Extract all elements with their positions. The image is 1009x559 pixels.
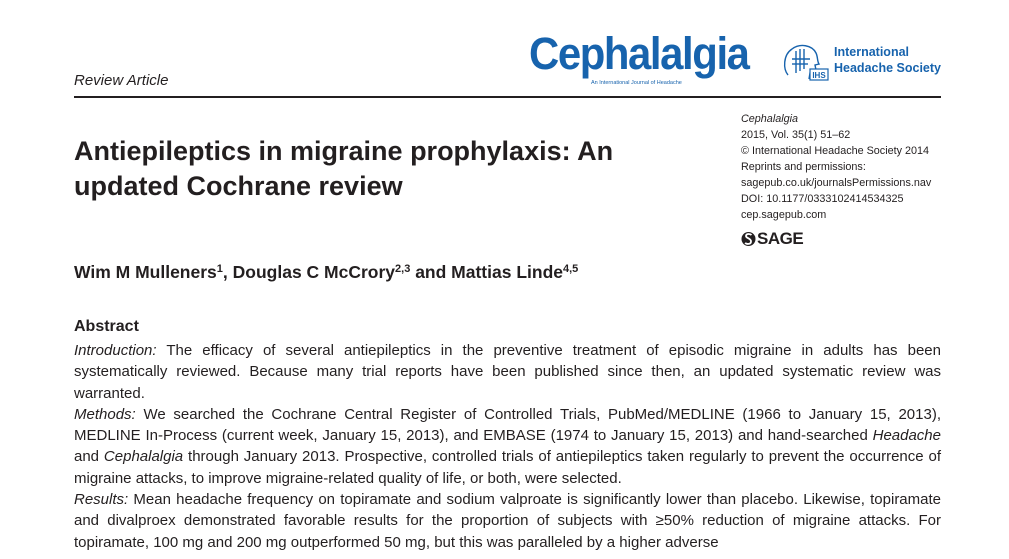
abstract-section-label: Methods: — [74, 405, 136, 423]
publisher-logo[interactable] — [741, 228, 821, 250]
article-title-line1: Antiepileptics in migraine prophylaxis: An — [74, 136, 614, 166]
meta-copyright: © International Headache Society 2014 — [741, 145, 930, 157]
ihs-head-emblem-icon — [780, 41, 830, 83]
society-logo[interactable] — [780, 41, 950, 85]
abstract-results — [74, 489, 941, 553]
article-title-line2: updated Cochrane review — [74, 171, 403, 201]
society-name — [834, 44, 941, 76]
author-affiliation: 4,5 — [563, 263, 579, 275]
meta-reprints-link[interactable]: sagepub.co.uk/journalsPermissions.nav — [741, 177, 932, 189]
author-separator: and — [410, 262, 452, 282]
abstract-introduction — [74, 340, 941, 404]
meta-journal: Cephalalgia — [741, 113, 799, 125]
journal-citation: Headache — [872, 427, 941, 445]
society-name-line1: International — [834, 45, 910, 59]
article-metadata — [741, 111, 931, 223]
author-name[interactable]: Douglas C McCrory — [232, 262, 396, 282]
abstract-section-text: and — [74, 448, 104, 466]
journal-name: Cephalalgia — [529, 28, 749, 79]
abstract-section-text: We searched the Cochrane Central Register of Controlled Trials, PubMed/MEDLINE (1966 to January 15, 2013), MEDLINE In-Process (current week, January 15, 2013), and EMBASE (1974 to January 15, 2013) and hand-searched — [74, 405, 941, 445]
abstract-section-label: Introduction: — [74, 342, 157, 359]
meta-site-link[interactable]: cep.sagepub.com — [741, 209, 827, 221]
meta-doi[interactable]: DOI: 10.1177/0333102414534325 — [741, 193, 904, 205]
author-name[interactable]: Mattias Linde — [451, 262, 563, 282]
svg-text:IHS: IHS — [812, 71, 826, 80]
abstract-body — [74, 340, 941, 553]
abstract-heading: Abstract — [74, 318, 139, 335]
journal-logo[interactable] — [529, 28, 761, 88]
journal-citation: Cephalalgia — [103, 448, 184, 466]
meta-reprints-label: Reprints and permissions: — [741, 161, 866, 173]
article-title — [74, 134, 724, 204]
meta-volume: 2015, Vol. 35(1) 51–62 — [741, 129, 851, 141]
author-separator: , — [222, 262, 233, 282]
author-affiliation: 1 — [216, 263, 223, 275]
abstract-section-text: through January 2013. Prospective, controlled trials of antiepileptics taken regularly to prevent the occurrence of migraine attacks, to improve migraine-related quality of life, or both, were selected. — [74, 448, 941, 487]
author-list — [74, 262, 578, 283]
author-name[interactable]: Wim M Mulleners — [74, 262, 217, 282]
abstract-section-text: The efficacy of several antiepileptics in the preventive treatment of episodic migraine in adults has been systematically reviewed. Because many trial reports have been published since then, an updated systematic review was warranted. — [74, 342, 941, 402]
abstract-methods — [74, 404, 941, 489]
abstract-section-label: Results: — [74, 491, 129, 509]
author-affiliation: 2,3 — [395, 263, 411, 275]
publisher-name: SAGE — [757, 229, 804, 248]
article-type-label: Review Article — [74, 72, 169, 89]
journal-subtitle: An International Journal of Headache — [591, 80, 682, 86]
society-name-line2: Headache Society — [834, 61, 941, 75]
abstract-section-text: Mean headache frequency on topiramate and sodium valproate is significantly lower than placebo. Likewise, topiramate and divalproex demonstrated favorable results for the proportion of subjects with ≥50% reduction of migraine attacks. For topiramate, 100 mg and 200 mg outperformed 50 mg, but this was paralleled by a higher adverse — [74, 491, 941, 551]
header-divider — [74, 96, 941, 98]
sage-emblem-icon — [741, 229, 756, 249]
